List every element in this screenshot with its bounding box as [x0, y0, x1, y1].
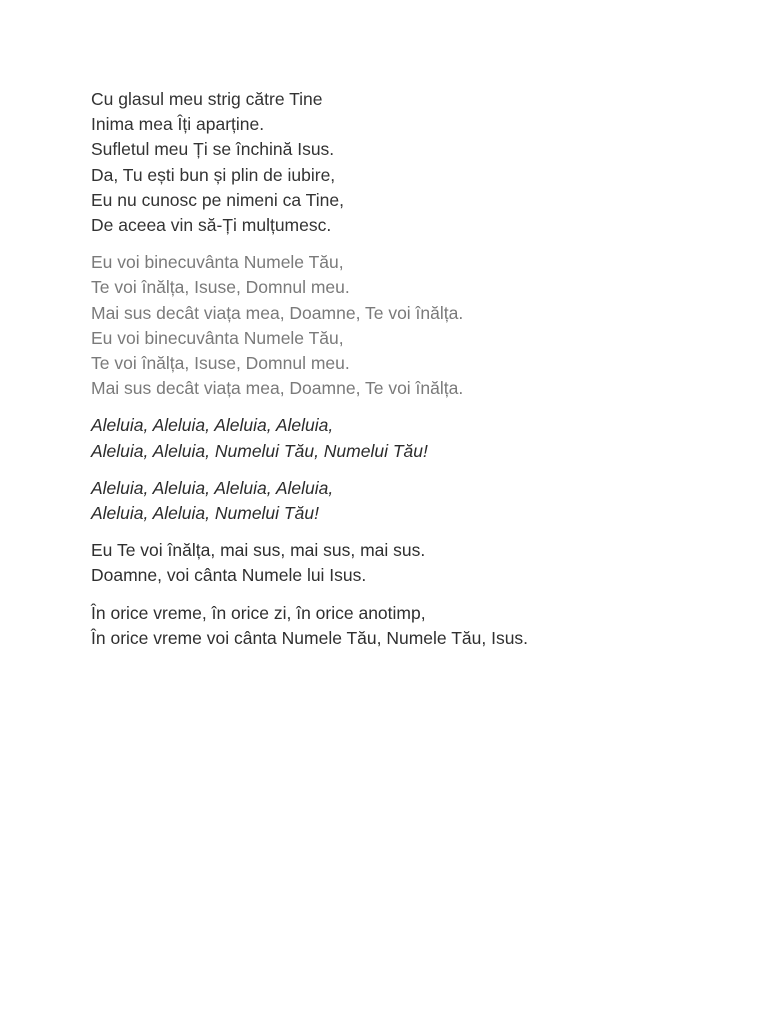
lyric-line: Aleluia, Aleluia, Aleluia, Aleluia,: [91, 477, 334, 498]
lyric-line: Sufletul meu Ți se închină Isus.: [91, 139, 335, 160]
stanza-bridge: [91, 538, 731, 588]
lyric-line: Doamne, voi cânta Numele lui Isus.: [91, 565, 367, 586]
lyric-line: Eu voi binecuvânta Numele Tău,: [91, 252, 344, 273]
lyric-line: Da, Tu ești bun și plin de iubire,: [91, 164, 336, 185]
lyric-line: Aleluia, Aleluia, Numelui Tău!: [91, 503, 319, 524]
lyric-line: Eu nu cunosc pe nimeni ca Tine,: [91, 189, 344, 210]
stanza-verse: [91, 87, 731, 238]
stanza-chorus: [91, 250, 731, 401]
lyric-line: În orice vreme voi cânta Numele Tău, Numele Tău, Isus.: [91, 627, 529, 648]
lyric-line: Inima mea Îți aparține.: [91, 114, 265, 135]
lyric-line: Eu voi binecuvânta Numele Tău,: [91, 327, 344, 348]
lyric-line: Aleluia, Aleluia, Numelui Tău, Numelui Tău!: [91, 440, 428, 461]
lyric-line: În orice vreme, în orice zi, în orice anotimp,: [91, 602, 426, 623]
lyric-line: Te voi înălța, Isuse, Domnul meu.: [91, 277, 350, 298]
lyric-line: Te voi înălța, Isuse, Domnul meu.: [91, 353, 350, 374]
lyric-line: Aleluia, Aleluia, Aleluia, Aleluia,: [91, 415, 334, 436]
lyric-line: Mai sus decât viața mea, Doamne, Te voi înălța.: [91, 302, 464, 323]
lyrics-document: [91, 87, 731, 663]
lyric-line: De aceea vin să-Ți mulțumesc.: [91, 215, 332, 236]
stanza-aleluia-2: [91, 476, 731, 526]
lyric-line: Mai sus decât viața mea, Doamne, Te voi înălța.: [91, 378, 464, 399]
lyric-line: Eu Te voi înălța, mai sus, mai sus, mai sus.: [91, 540, 426, 561]
stanza-ending: [91, 601, 731, 651]
stanza-aleluia-1: [91, 413, 731, 463]
lyric-line: Cu glasul meu strig către Tine: [91, 89, 323, 109]
